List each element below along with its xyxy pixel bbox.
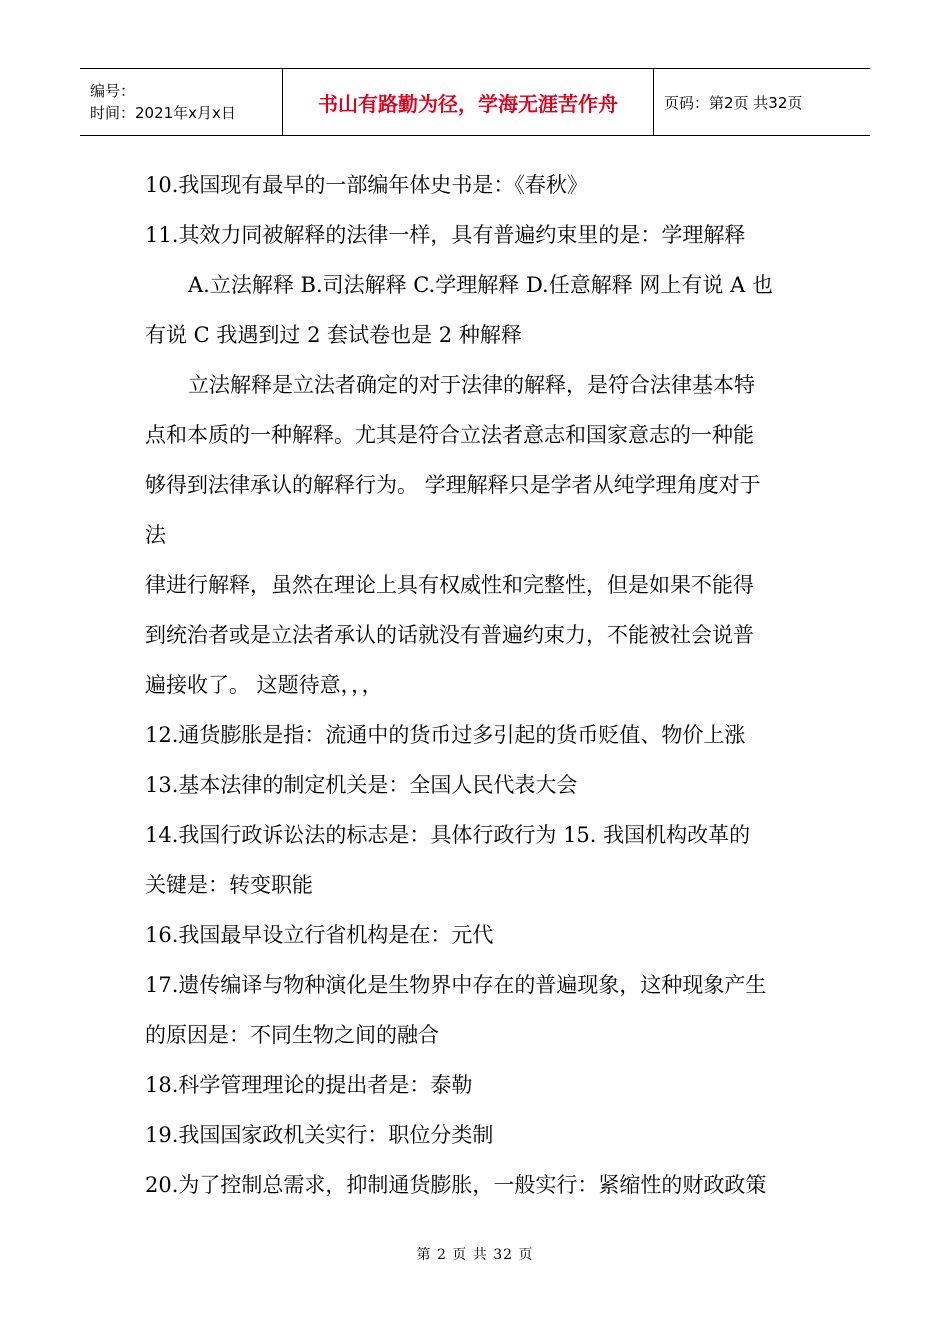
text-line: 立法解释是立法者确定的对于法律的解释，是符合法律基本特 — [188, 373, 755, 397]
text-line: 13.基本法律的制定机关是：全国人民代表大会 — [145, 773, 578, 797]
text-line: 法 — [145, 523, 166, 547]
text-line: 关键是：转变职能 — [145, 873, 313, 897]
text-line: 12.通货膨胀是指：流通中的货币过多引起的货币贬值、物价上涨 — [145, 723, 746, 747]
text-line: 11.其效力同被解释的法律一样，具有普遍约束里的是：学理解释 — [145, 223, 746, 247]
text-line: 17.遗传编译与物种演化是生物界中存在的普遍现象，这种现象产生 — [145, 973, 767, 997]
header-meta-cell — [80, 69, 282, 135]
document-body — [145, 160, 813, 1210]
text-line: 20.为了控制总需求，抑制通货膨胀，一般实行：紧缩性的财政政策 — [145, 1173, 767, 1197]
text-line: 18.科学管理理论的提出者是：泰勒 — [145, 1073, 473, 1097]
text-line: 10.我国现有最早的一部编年体史书是：《春秋》 — [145, 173, 588, 197]
text-line: 16.我国最早设立行省机构是在：元代 — [145, 923, 494, 947]
header-motto-cell — [282, 69, 654, 135]
page-info: 页码：第2页 共32页 — [664, 93, 803, 112]
motto-text: 书山有路勤为径，学海无涯苦作舟 — [318, 91, 618, 116]
document-header — [80, 68, 870, 136]
time-label: 时间：2021年x月x日 — [90, 104, 236, 122]
header-page-cell — [654, 69, 870, 135]
text-line: 14.我国行政诉讼法的标志是：具体行政行为 15. 我国机构改革的 — [145, 823, 751, 847]
text-line: 到统治者或是立法者承认的话就没有普遍约束力，不能被社会说普 — [145, 623, 754, 647]
page-footer — [0, 1244, 950, 1264]
text-line: 有说 C 我遇到过 2 套试卷也是 2 种解释 — [145, 323, 522, 347]
code-label: 编号： — [90, 82, 136, 100]
text-line: 19.我国国家政机关实行：职位分类制 — [145, 1123, 494, 1147]
text-line: 遍接收了。 这题待意，，， — [145, 673, 383, 697]
text-line: 点和本质的一种解释。尤其是符合立法者意志和国家意志的一种能 — [145, 423, 754, 447]
text-line: A.立法解释 B.司法解释 C.学理解释 D.任意解释 网上有说 A 也 — [188, 273, 773, 297]
footer-page-number: 第 2 页 共 32 页 — [416, 1247, 534, 1263]
text-line: 够得到法律承认的解释行为。 学理解释只是学者从纯学理角度对于 — [145, 473, 761, 497]
text-line: 的原因是：不同生物之间的融合 — [145, 1023, 439, 1047]
text-line: 律进行解释，虽然在理论上具有权威性和完整性，但是如果不能得 — [145, 573, 754, 597]
